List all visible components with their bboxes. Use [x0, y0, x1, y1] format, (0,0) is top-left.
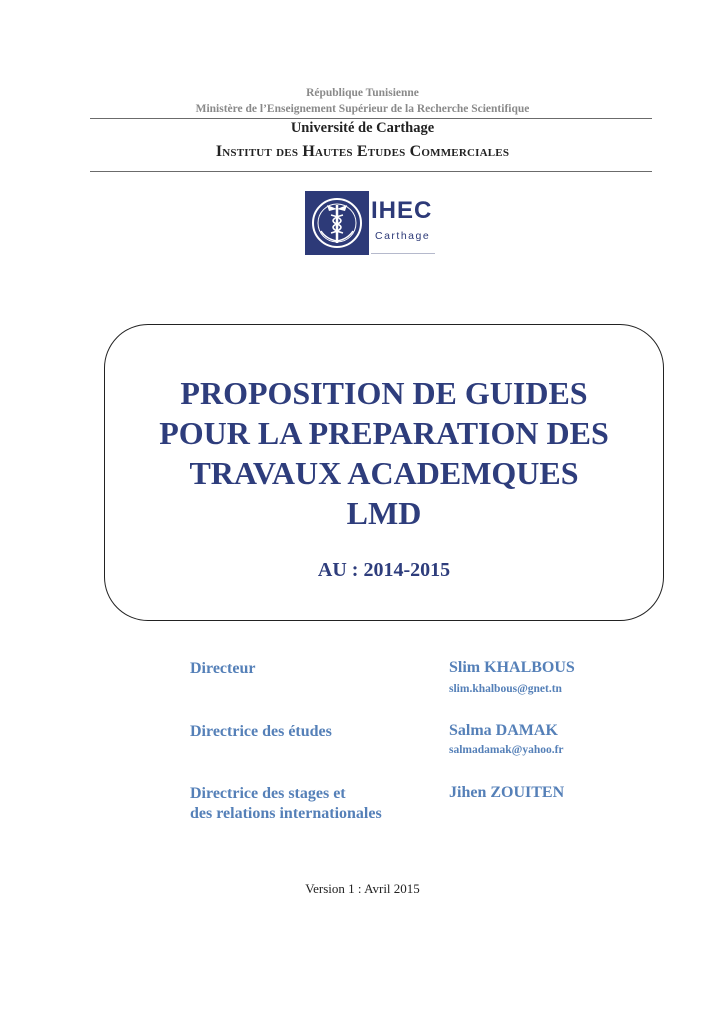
title-box: [104, 324, 664, 621]
ministry-name: Ministère de l’Enseignement Supérieur de la Recherche Scientifique: [195, 103, 530, 115]
role-internships-line-2: des relations internationales: [190, 805, 382, 822]
name-internships-director: Jihen ZOUITEN: [449, 784, 565, 801]
title-line-3: TRAVAUX ACADEMQUES: [189, 455, 579, 491]
header-rule-top: [90, 118, 652, 119]
title-line-2: POUR LA PREPARATION DES: [159, 415, 609, 451]
logo-underline: [371, 253, 435, 254]
email-director[interactable]: slim.khalbous@gnet.tn: [449, 683, 562, 695]
role-director: Directeur: [190, 660, 256, 677]
document-title: [105, 373, 663, 533]
role-internships-line-1: Directrice des stages et: [190, 785, 346, 802]
logo-city: Carthage: [375, 230, 431, 242]
title-line-4: LMD: [346, 495, 422, 531]
country-name: République Tunisienne: [306, 87, 419, 99]
logo-name: IHEC: [371, 197, 433, 224]
name-studies-director: Salma DAMAK: [449, 722, 558, 739]
role-studies-director: Directrice des études: [190, 723, 332, 740]
version-info: Version 1 : Avril 2015: [305, 881, 420, 896]
institute-name: Institut des Hautes Etudes Commerciales: [215, 143, 510, 160]
role-internships-director: [190, 784, 382, 824]
header-rule-bottom: [90, 171, 652, 172]
caduceus-emblem-icon: [305, 191, 369, 255]
email-studies-director[interactable]: salmadamak@yahoo.fr: [449, 744, 564, 756]
name-director: Slim KHALBOUS: [449, 659, 575, 676]
university-name: Université de Carthage: [290, 120, 435, 136]
ihec-logo: [305, 191, 435, 255]
title-line-1: PROPOSITION DE GUIDES: [180, 375, 588, 411]
academic-year: AU : 2014-2015: [317, 559, 451, 581]
